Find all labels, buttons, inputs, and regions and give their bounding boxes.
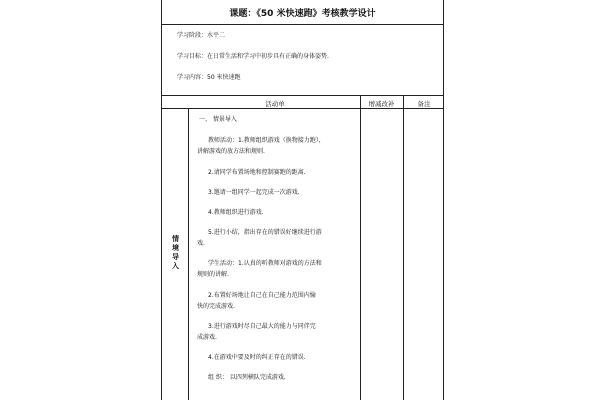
column-header-revise: 增减改补: [368, 100, 395, 108]
organization-note: 组 织： 以四列横队完成游戏.: [208, 374, 286, 381]
teacher-activity-5: 5.进行小结，指出存在的错误好继续进行游: [208, 229, 322, 236]
column-header-note: 备注: [417, 100, 431, 108]
teacher-activity-4: 4.教师组织进行游戏.: [208, 209, 264, 216]
teacher-activity-2: 2.请同学布置场地和控制赛跑的距离.: [208, 169, 306, 176]
student-activity-2-cont: 快的完成游戏.: [197, 303, 235, 310]
page-title: 课题：《50 米快速跑》考核教学设计: [229, 9, 376, 19]
student-activity-2: 2.布置好场地让自己在自己能力范围内愉: [208, 292, 316, 299]
side-label-char: 导: [172, 253, 179, 261]
side-label-char: 入: [172, 262, 179, 270]
student-activity-1-cont: 规则的讲解.: [197, 271, 229, 278]
title-bottom-rule: [162, 24, 443, 25]
table-header-bottom-rule: [162, 108, 443, 109]
student-activity-4: 4.在游戏中要及时的纠正存在的错误.: [208, 354, 306, 361]
learning-stage: 学习阶段：水平二: [177, 32, 226, 39]
student-activity-3-cont: 成游戏.: [197, 334, 217, 341]
student-activity-3: 3.进行游戏时尽自己最大的能力与同伴完: [208, 323, 316, 330]
teacher-activity-1-cont: 讲解游戏的放方法和规则.: [197, 148, 265, 155]
column-divider-revise: [403, 95, 404, 400]
info-bottom-rule: [162, 95, 443, 96]
learning-goal: 学习目标：在日常生活和学习中初步具有正确的身体姿势.: [177, 53, 329, 60]
learning-content: 学习内容：50 米快速跑: [177, 74, 241, 81]
teacher-activity-1: 教师活动：1.教师组织游戏（换物接力跑），: [208, 137, 325, 144]
column-divider-side: [188, 108, 189, 400]
student-activity-1: 学生活动：1.认真的听教师对游戏的方法和: [208, 260, 322, 267]
side-label-char: 情: [172, 235, 179, 243]
section-heading: 一、 情景导入: [199, 116, 237, 123]
lesson-plan-document: [161, 0, 444, 400]
side-label-char: 境: [172, 244, 179, 252]
column-header-activity: 活动单: [265, 100, 285, 108]
teacher-activity-3: 3.邀请一组同学一起完成一次游戏.: [208, 189, 300, 196]
teacher-activity-5-cont: 戏.: [197, 240, 205, 247]
side-label: [172, 235, 179, 271]
